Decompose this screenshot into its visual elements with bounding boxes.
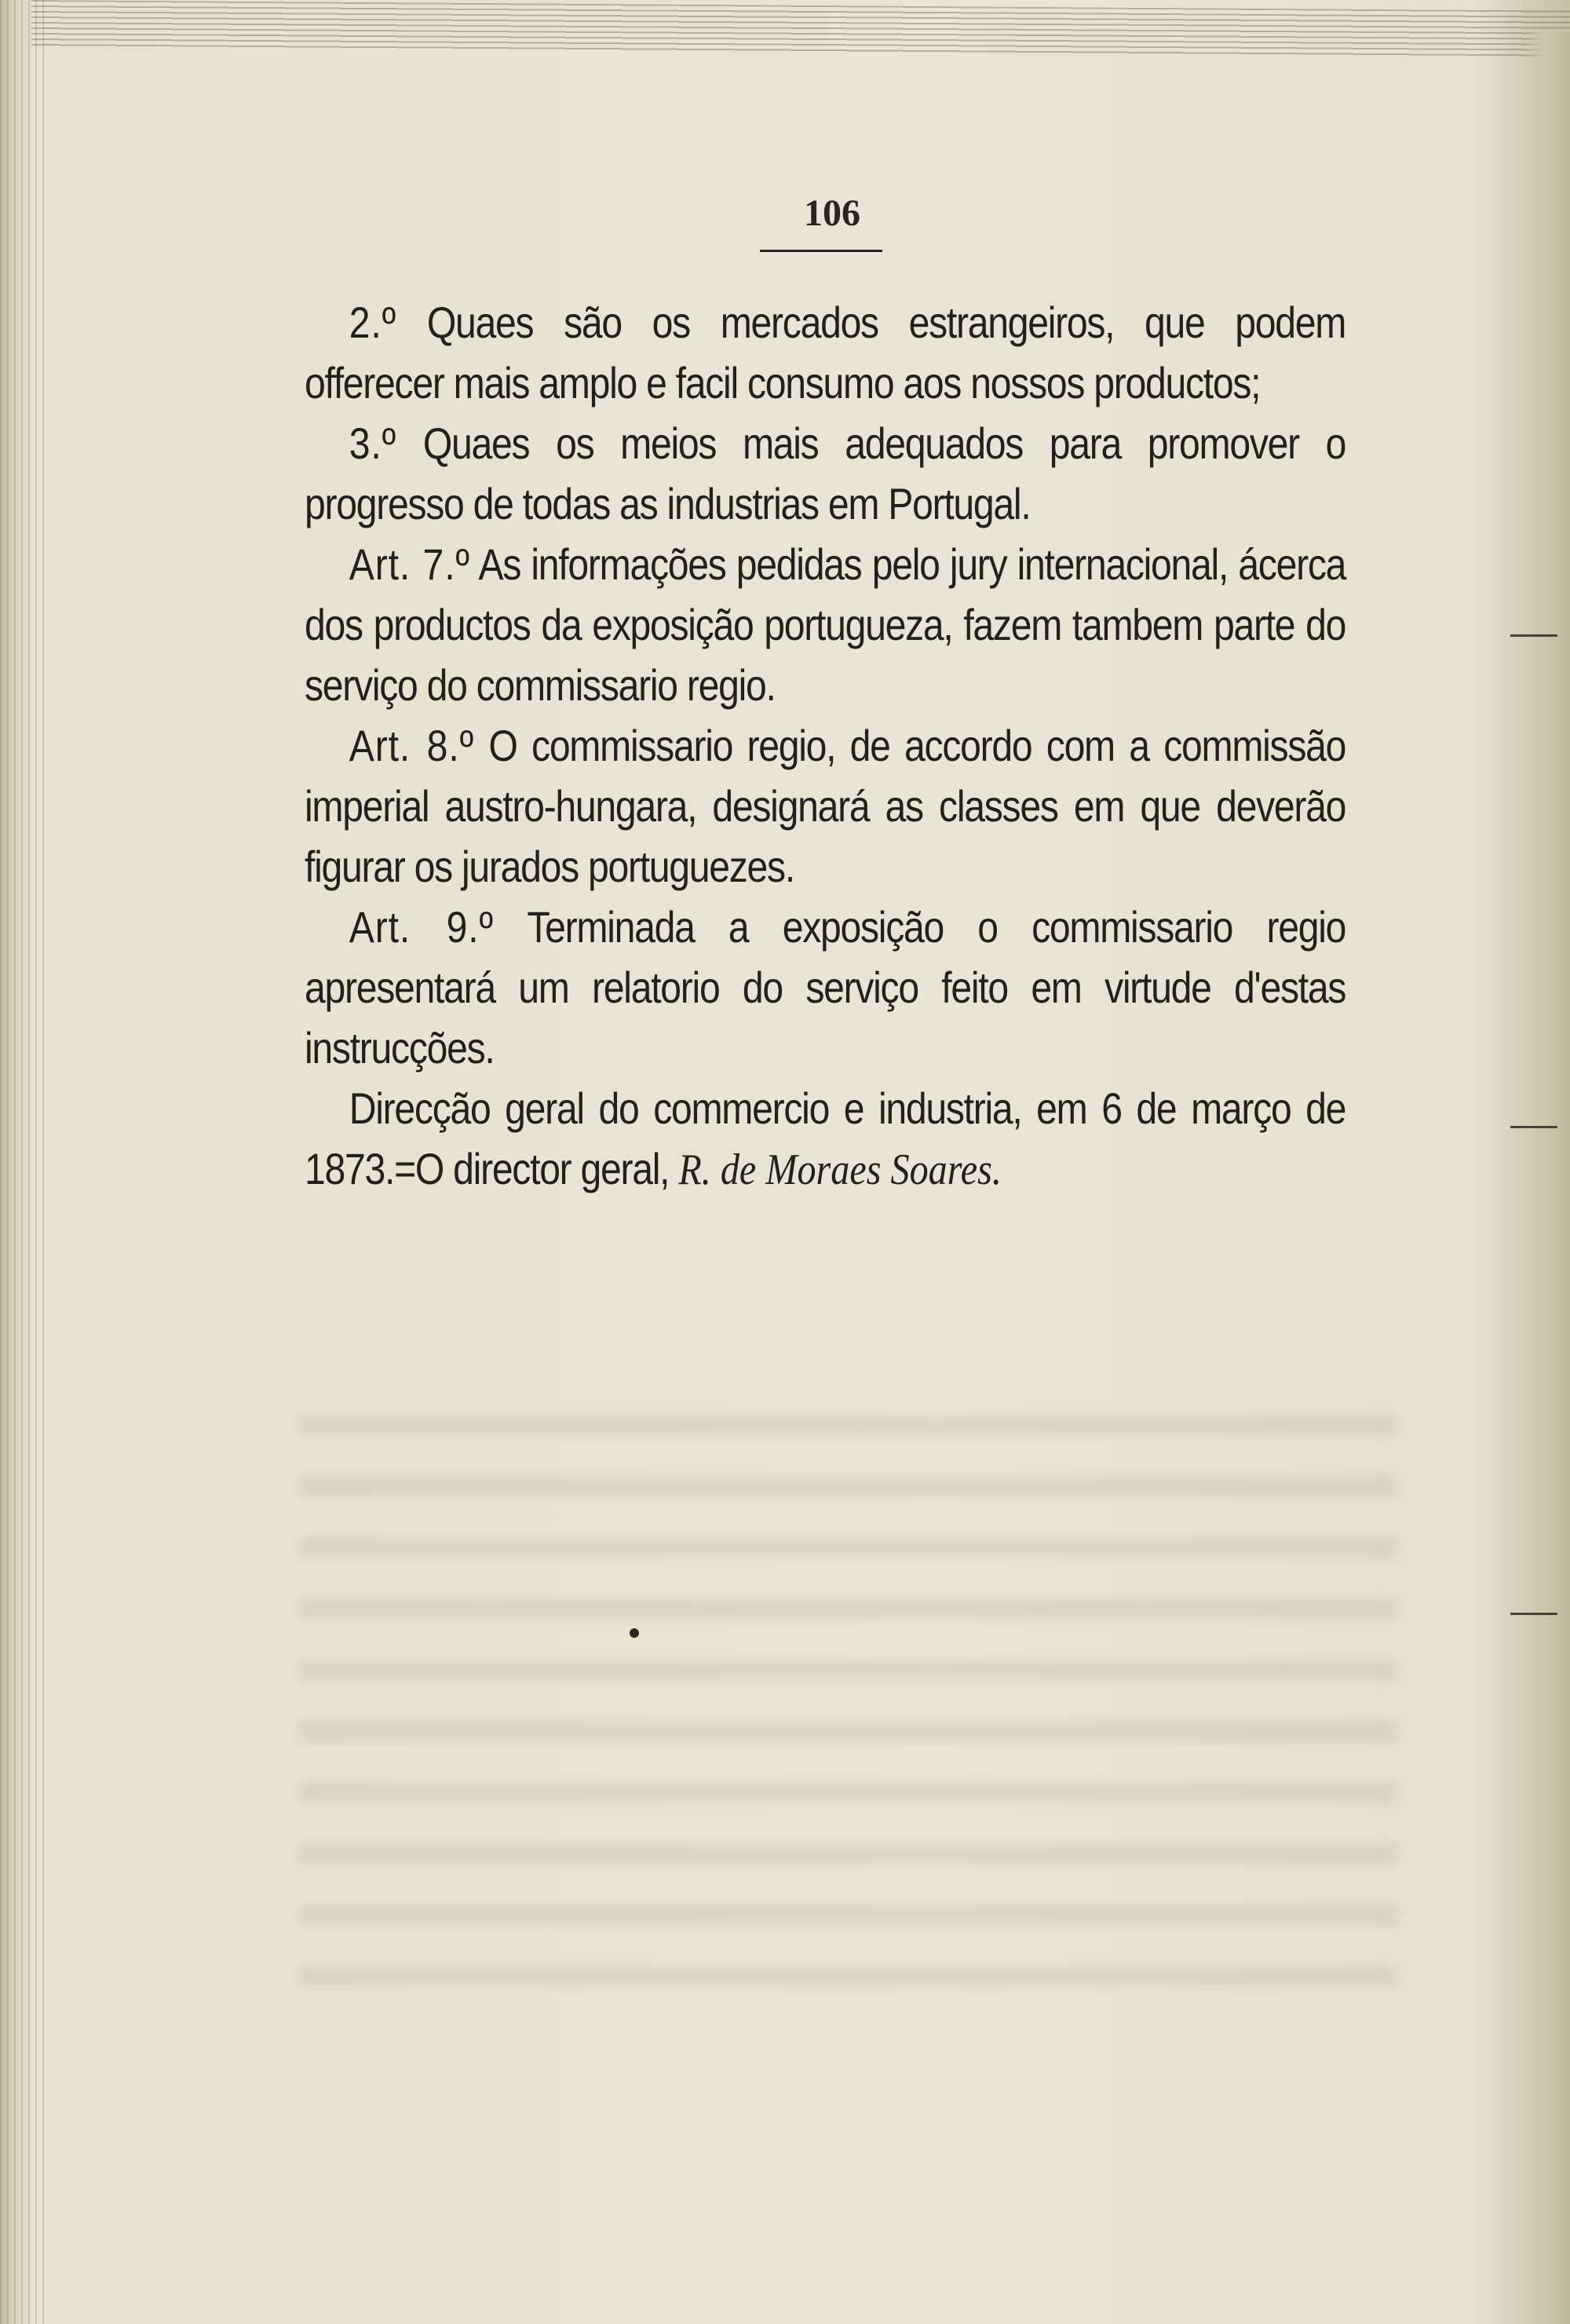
page-number: 106: [804, 192, 860, 234]
paragraph-text: As informações pedidas pelo jury internacional, ácerca dos productos da exposição portugueza, fazem tambem parte do serviço do commissario regio.: [305, 539, 1346, 710]
paragraph-text: Quaes os meios mais adequados para promover o progresso de todas as industrias em Portugal.: [305, 418, 1346, 528]
margin-tick-mark: [1510, 1613, 1557, 1615]
paragraph-art-8: [305, 715, 1345, 897]
ink-dot: [630, 1628, 639, 1638]
paragraph-text: Quaes são os mercados estrangeiros, que podem offerecer mais amplo e facil consumo aos nossos productos;: [305, 298, 1346, 407]
body-text: [305, 292, 1345, 1200]
book-page-edges-left: [0, 0, 47, 2324]
paragraph-text: O commissario regio, de accordo com a commissão imperial austro-hungara, designará as classes em que deverão figurar os jurados portuguezes.: [305, 721, 1346, 891]
book-gutter-right: [1526, 31, 1570, 2324]
paragraph-item-3: [305, 413, 1345, 534]
paragraph-art-9: [305, 897, 1345, 1078]
closing-text: Direcção geral do commercio e industria, em 6 de março de 1873.=O director geral,: [305, 1083, 1346, 1193]
signature: R. de Moraes Soares.: [678, 1146, 1002, 1194]
book-page-edges-top: [31, 0, 1570, 58]
paragraph-label: 3.º: [349, 418, 397, 468]
paragraph-label: Art. 9.º: [349, 902, 494, 952]
page-number-rule: [760, 250, 882, 252]
paragraph-label: Art. 8.º: [349, 721, 475, 770]
margin-tick-mark: [1510, 634, 1557, 637]
margin-tick-mark: [1510, 1126, 1557, 1128]
closing-paragraph: [305, 1078, 1345, 1200]
paragraph-text: Terminada a exposição o commissario regio apresentará um relatorio do serviço feito em virtude d'estas instrucções.: [305, 902, 1346, 1072]
paragraph-label: 2.º: [349, 298, 397, 347]
paragraph-art-7: [305, 534, 1345, 715]
paragraph-label: Art. 7.º: [349, 539, 470, 589]
show-through-text: [298, 1398, 1397, 1994]
paragraph-item-2: [305, 292, 1345, 413]
